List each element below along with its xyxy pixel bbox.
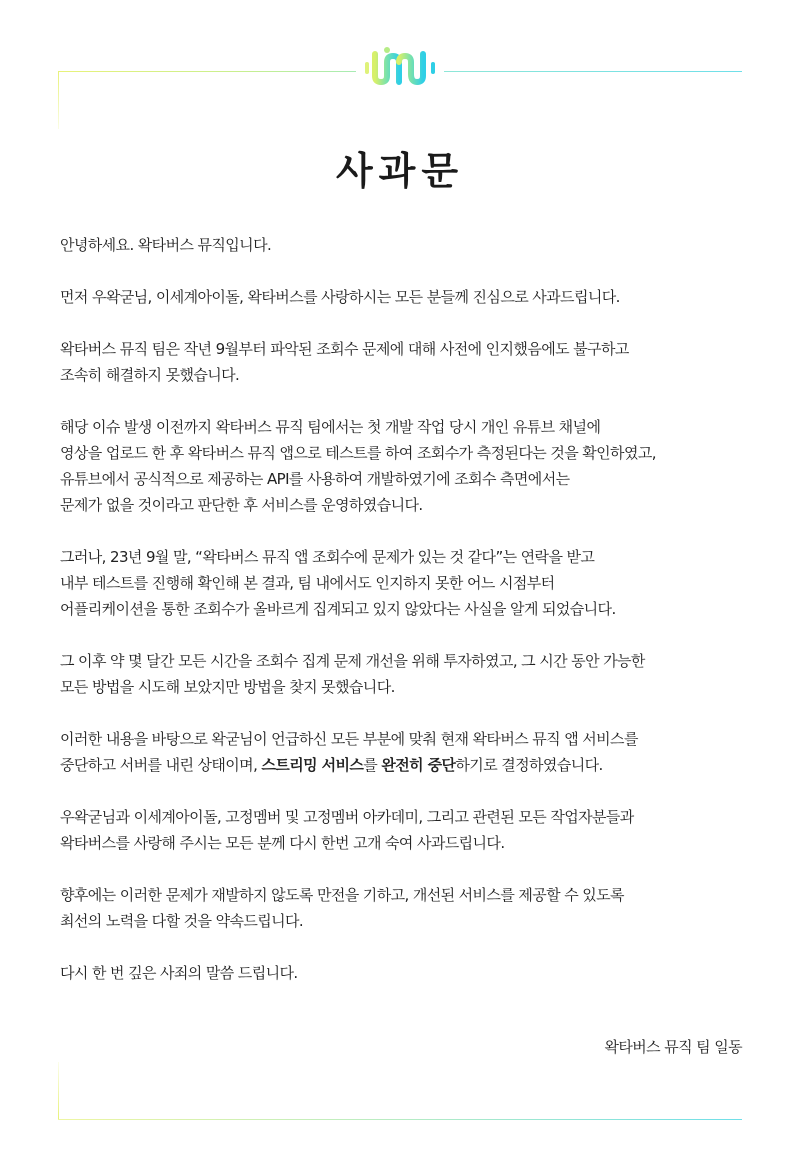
- text-line: 향후에는 이러한 문제가 재발하지 않도록 만전을 기하고, 개선된 서비스를 제공할 수 있도록: [60, 886, 624, 904]
- frame-top-line-left: [58, 71, 356, 72]
- text-line: 최선의 노력을 다할 것을 약속드립니다.: [60, 912, 304, 930]
- text-line: 다시 한 번 깊은 사죄의 말씀 드립니다.: [60, 964, 298, 982]
- paragraph-apology: [60, 284, 750, 310]
- paragraph-background: [60, 414, 750, 518]
- text-line: 그 이후 약 몇 달간 모든 시간을 조회수 집계 문제 개선을 위해 투자하였고, 그 시간 동안 가능한: [60, 652, 645, 670]
- frame-top-line-right: [444, 71, 742, 72]
- text-line: 이러한 내용을 바탕으로 왁굳님이 언급하신 모든 부분에 맞춰 현재 왁타버스 뮤직 앱 서비스를: [60, 730, 638, 748]
- text-line: 먼저 우왁굳님, 이세계아이돌, 왁타버스를 사랑하시는 모든 분들께 진심으로 사과드립니다.: [60, 288, 620, 306]
- text-line: 영상을 업로드 한 후 왁타버스 뮤직 앱으로 테스트를 하여 조회수가 측정된다는 것을 확인하였고,: [60, 444, 656, 462]
- paragraph-awareness: [60, 336, 750, 388]
- paragraph-thanks: [60, 804, 750, 856]
- paragraph-promise: [60, 882, 750, 934]
- wakta-music-logo: [363, 44, 437, 92]
- text-line: 해당 이슈 발생 이전까지 왁타버스 뮤직 팀에서는 첫 개발 작업 당시 개인 유튜브 채널에: [60, 418, 601, 436]
- text-segment: 중단하고 서버를 내린 상태이며,: [60, 756, 262, 774]
- apology-body: [60, 232, 750, 1012]
- emphasis-streaming-service: 스트리밍 서비스: [261, 756, 364, 774]
- text-line: 안녕하세요. 왁타버스 뮤직입니다.: [60, 236, 272, 254]
- emphasis-full-stop: 완전히 중단: [381, 756, 456, 774]
- frame-top-left-corner: [58, 71, 59, 129]
- signature: 왁타버스 뮤직 팀 일동: [604, 1038, 742, 1056]
- page-title: 사과문: [335, 149, 465, 193]
- paragraph-efforts: [60, 648, 750, 700]
- text-line: 모든 방법을 시도해 보았지만 방법을 찾지 못했습니다.: [60, 678, 395, 696]
- text-line: 문제가 없을 것이라고 판단한 후 서비스를 운영하였습니다.: [60, 496, 423, 514]
- frame-bottom-line: [58, 1119, 742, 1120]
- text-line-with-emphasis: [60, 752, 750, 778]
- text-line: 유튜브에서 공식적으로 제공하는 API를 사용하여 개발하였기에 조회수 측면에서는: [60, 470, 570, 488]
- frame-bottom-left-corner: [58, 1062, 59, 1119]
- paragraph-closing: [60, 960, 750, 986]
- paragraph-greeting: [60, 232, 750, 258]
- text-line: 왁타버스 뮤직 팀은 작년 9월부터 파악된 조회수 문제에 대해 사전에 인지했음에도 불구하고: [60, 340, 629, 358]
- text-line: 조속히 해결하지 못했습니다.: [60, 366, 240, 384]
- paragraph-decision: [60, 726, 750, 778]
- text-line: 어플리케이션을 통한 조회수가 올바르게 집계되고 있지 않았다는 사실을 알게 되었습니다.: [60, 600, 616, 618]
- text-line: 왁타버스를 사랑해 주시는 모든 분께 다시 한번 고개 숙여 사과드립니다.: [60, 834, 505, 852]
- logo-icon: [363, 44, 437, 92]
- text-line: 내부 테스트를 진행해 확인해 본 결과, 팀 내에서도 인지하지 못한 어느 시점부터: [60, 574, 555, 592]
- text-line: 그러나, 23년 9월 말, “왁타버스 뮤직 앱 조회수에 문제가 있는 것 같다”는 연락을 받고: [60, 548, 595, 566]
- text-segment: 를: [363, 756, 382, 774]
- text-line: 우왁굳님과 이세계아이돌, 고정멤버 및 고정멤버 아카데미, 그리고 관련된 모든 작업자분들과: [60, 808, 634, 826]
- paragraph-discovery: [60, 544, 750, 622]
- text-segment: 하기로 결정하였습니다.: [455, 756, 603, 774]
